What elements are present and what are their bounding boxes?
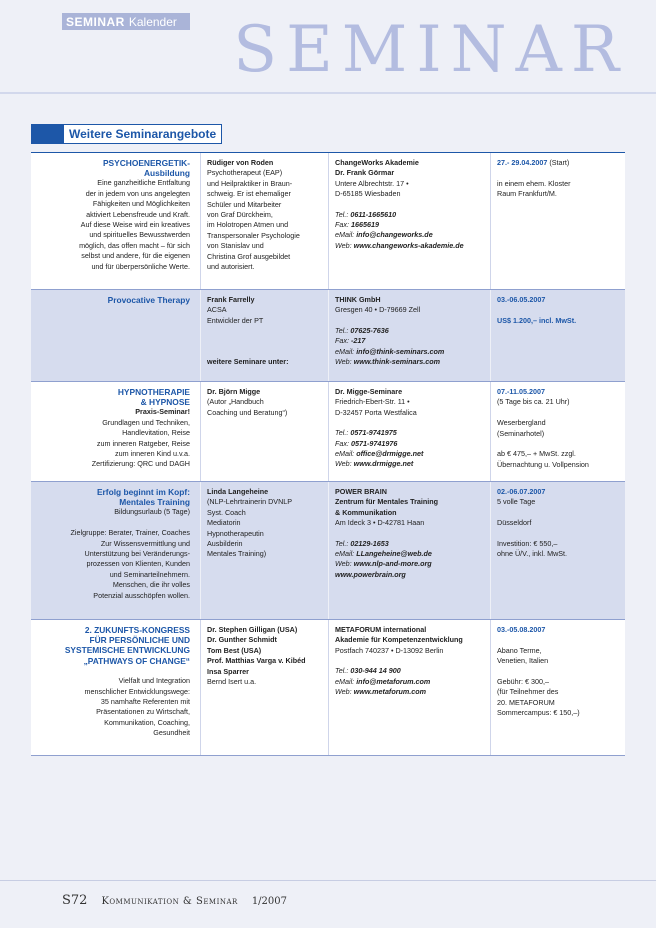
- organizer-address: D-65185 Wiesbaden: [335, 189, 401, 199]
- seminar-description-line: Gesundheit: [153, 728, 190, 738]
- seminar-info-line: US$ 1.200,– incl. MwSt.: [497, 315, 577, 325]
- section-heading: [31, 124, 222, 144]
- organizer-name: Akademie für Kompetenzentwicklung: [335, 635, 463, 645]
- trainer-line: Entwickler der PT: [207, 315, 264, 325]
- contact-line: [335, 220, 484, 230]
- contact-value: 0571-9741975: [350, 428, 397, 438]
- page-number: S72: [62, 893, 88, 908]
- contact-value: 030-944 14 900: [350, 666, 401, 676]
- seminar-info-line: [497, 529, 619, 539]
- contact-value: info@think-seminars.com: [356, 346, 445, 356]
- contact-value: office@drmigge.net: [356, 449, 424, 459]
- trainer-line: weitere Seminare unter:: [207, 357, 289, 367]
- organizer-name: & Kommunikation: [335, 507, 397, 517]
- organizer-address: Gresgen 40 • D-79669 Zell: [335, 305, 421, 315]
- seminar-description-line: aktiviert Lebensfreude und Kraft.: [86, 209, 190, 219]
- contact-line: [335, 549, 484, 559]
- seminar-info-line: (Seminarhotel): [497, 428, 545, 438]
- trainer-line: [207, 347, 322, 357]
- seminar-date: 07.-11.05.2007: [497, 387, 545, 396]
- trainer-line: Schüler und Mitarbeiter: [207, 199, 282, 209]
- date-cell: [490, 620, 625, 755]
- contact-line: [335, 570, 484, 580]
- contact-value: 07625-7636: [350, 325, 389, 335]
- contact-line: [335, 326, 484, 336]
- trainer-line: Linda Langeheine: [207, 487, 269, 496]
- seminar-info-line: Düsseldorf: [497, 518, 532, 528]
- contact-value: info@changeworks.de: [356, 230, 433, 240]
- seminar-description-line: Handlevitation, Reise: [122, 428, 190, 438]
- contact-label: Web:: [335, 240, 352, 250]
- trainer-line: im Holotropen Atmen und: [207, 220, 289, 230]
- seminar-description-line: zum inneren Ratgeber, Reise: [96, 438, 190, 448]
- contact-value: www.powerbrain.org: [335, 569, 406, 579]
- contact-label: Fax:: [335, 220, 349, 230]
- seminar-topic-cell: [31, 290, 200, 381]
- trainer-line: Prof. Matthias Varga v. Kibéd: [207, 656, 306, 666]
- contact-label: eMail:: [335, 346, 355, 356]
- seminar-info-line: Übernachtung u. Vollpension: [497, 459, 589, 469]
- spacer: [335, 656, 484, 666]
- organizer-address: Postfach 740237 • D-13092 Berlin: [335, 645, 444, 655]
- date-note: (Start): [547, 158, 570, 167]
- seminar-description-line: prozessen von Klienten, Kunden: [86, 559, 190, 569]
- trainer-cell: [200, 382, 328, 481]
- trainer-line: [207, 337, 322, 347]
- seminar-topic-cell: [31, 482, 200, 619]
- contact-label: Tel.:: [335, 209, 349, 219]
- trainer-line: Frank Farrelly: [207, 295, 255, 304]
- contact-line: [335, 347, 484, 357]
- seminar-info-line: Investition: € 550,–: [497, 539, 558, 548]
- trainer-line: Syst. Coach: [207, 507, 246, 517]
- contact-line: [335, 559, 484, 569]
- contact-line: [335, 687, 484, 697]
- contact-label: Fax:: [335, 438, 349, 448]
- date-line: [497, 295, 619, 305]
- trainer-line: Bernd Isert u.a.: [207, 677, 257, 687]
- organizer-address: D-32457 Porta Westfalica: [335, 407, 417, 417]
- contact-label: Web:: [335, 559, 352, 569]
- trainer-line: Psychotherapeut (EAP): [207, 168, 283, 178]
- contact-label: Tel.:: [335, 538, 349, 548]
- page-footer: [62, 893, 287, 908]
- contact-label: eMail:: [335, 230, 355, 240]
- trainer-line: schweig. Er ist ehemaliger: [207, 189, 291, 199]
- seminar-info-line: ab € 475,– + MwSt. zzgl.: [497, 449, 576, 459]
- trainer-line: Ausbilderin: [207, 539, 243, 549]
- footer-divider: [0, 880, 656, 881]
- contact-value: LLangeheine@web.de: [356, 549, 432, 559]
- seminar-description-line: [37, 518, 190, 528]
- badge-bold-text: SEMINAR: [66, 14, 125, 29]
- page-big-title: SEMINAR: [233, 13, 628, 87]
- seminar-description-line: Unterstützung bei Veränderungs-: [84, 549, 190, 559]
- seminar-description-line: der in jedem von uns angelegten: [85, 188, 190, 198]
- issue-number: 1/2007: [251, 896, 287, 907]
- contact-label: Tel.:: [335, 325, 349, 335]
- spacer: [335, 316, 484, 326]
- trainer-line: Dr. Gunther Schmidt: [207, 635, 277, 645]
- contact-value: www.think-seminars.com: [353, 357, 441, 367]
- seminar-info-line: ohne Ü/V., inkl. MwSt.: [497, 549, 568, 559]
- date-cell: [490, 482, 625, 619]
- spacer: [335, 529, 484, 539]
- contact-value: 0571-9741976: [350, 438, 398, 448]
- contact-value: www.metaforum.com: [353, 687, 427, 697]
- seminar-info-line: Venetien, Italien: [497, 656, 549, 666]
- seminar-description-line: Potenzial ausschöpfen wollen.: [93, 590, 190, 600]
- seminar-description-line: 35 namhafte Referenten mit: [100, 697, 190, 707]
- spacer: [335, 200, 484, 210]
- seminar-row: [31, 382, 625, 482]
- seminar-info-line: [497, 168, 619, 178]
- seminar-description-line: möglich, das offen macht – für sich: [79, 240, 190, 250]
- date-cell: [490, 290, 625, 381]
- date-line: [497, 158, 619, 168]
- contact-line: [335, 666, 484, 676]
- contact-value: 02129-1653: [350, 538, 389, 548]
- contact-label: Web:: [335, 687, 352, 697]
- contact-label: eMail:: [335, 676, 355, 686]
- organizer-name: Dr. Migge-Seminare: [335, 387, 403, 396]
- trainer-line: Insa Sparrer: [207, 666, 249, 676]
- organizer-cell: [328, 620, 490, 755]
- seminar-title: Mentales Training: [119, 497, 190, 508]
- contact-value: info@metaforum.com: [356, 676, 431, 686]
- contact-line: [335, 539, 484, 549]
- seminar-title: SYSTEMISCHE ENTWICKLUNG: [64, 645, 190, 656]
- contact-line: [335, 439, 484, 449]
- organizer-cell: [328, 153, 490, 289]
- seminar-row: [31, 482, 625, 620]
- trainer-line: Mentales Training): [207, 549, 267, 559]
- trainer-line: von Graf Dürckheim,: [207, 210, 273, 220]
- contact-label: Tel.:: [335, 666, 349, 676]
- organizer-name: THINK GmbH: [335, 295, 381, 304]
- seminar-description-line: Auf diese Weise wird ein kreatives: [80, 220, 190, 230]
- trainer-line: von Stanislav und: [207, 241, 264, 251]
- seminar-info-line: (für Teilnehmer des: [497, 687, 559, 697]
- organizer-cell: [328, 482, 490, 619]
- seminar-description-line: Zur Wissensvermittlung und: [100, 538, 190, 548]
- trainer-line: Hypnotherapeutin: [207, 528, 264, 538]
- date-line: [497, 625, 619, 635]
- seminar-title: Provocative Therapy: [107, 295, 190, 305]
- badge-light-text: Kalender: [128, 14, 177, 29]
- magazine-name: Kommunikation & Seminar: [101, 896, 238, 907]
- organizer-name: POWER BRAIN: [335, 487, 387, 496]
- seminar-description-line: Menschen, die ihr volles: [112, 580, 190, 590]
- contact-value: 1665619: [350, 220, 379, 230]
- seminar-description-line: Bildungsurlaub (5 Tage): [114, 507, 190, 517]
- contact-value: www.drmigge.net: [353, 459, 414, 469]
- date-cell: [490, 382, 625, 481]
- date-line: [497, 487, 619, 497]
- trainer-line: Dr. Björn Migge: [207, 387, 261, 396]
- contact-line: [335, 677, 484, 687]
- seminar-title: „PATHWAYS OF CHANGE“: [83, 655, 190, 666]
- seminar-title: 2. ZUKUNFTS-KONGRESS: [84, 625, 190, 635]
- seminar-info-line: [497, 439, 619, 449]
- seminar-description-line: und spirituelles Bewusstwerden: [89, 230, 190, 240]
- seminar-info-line: Abano Terme,: [497, 645, 542, 655]
- seminar-title: Ausbildung: [143, 168, 190, 179]
- seminar-description-line: selbst und andere, für die eigenen: [81, 251, 190, 261]
- organizer-name: Zentrum für Mentales Training: [335, 497, 439, 507]
- seminar-info-line: [497, 508, 619, 518]
- contact-label: eMail:: [335, 449, 355, 459]
- contact-line: [335, 357, 484, 367]
- seminar-row: [31, 290, 625, 382]
- trainer-line: [207, 326, 322, 336]
- contact-line: [335, 459, 484, 469]
- organizer-name: METAFORUM international: [335, 625, 427, 634]
- contact-value: 0611-1665610: [350, 209, 397, 219]
- seminar-description-line: und für überpersönliche Werte.: [91, 261, 190, 271]
- seminar-info-line: [497, 667, 619, 677]
- seminar-description-line: Kommunikation, Coaching,: [104, 717, 190, 727]
- seminar-topic-cell: [31, 620, 200, 755]
- seminar-info-line: (5 Tage bis ca. 21 Uhr): [497, 397, 570, 407]
- contact-value: www.nlp-and-more.org: [353, 559, 432, 569]
- trainer-line: und Heilpraktiker in Braun-: [207, 178, 293, 188]
- seminar-info-line: in einem ehem. Kloster: [497, 178, 571, 188]
- trainer-line: Mediatorin: [207, 518, 241, 528]
- seminar-info-line: [497, 408, 619, 418]
- organizer-name: ChangeWorks Akademie: [335, 158, 419, 167]
- seminar-table: [31, 152, 625, 756]
- contact-line: [335, 230, 484, 240]
- contact-line: [335, 449, 484, 459]
- trainer-line: Tom Best (USA): [207, 645, 262, 655]
- seminar-description-line: [37, 666, 190, 676]
- seminar-title: & HYPNOSE: [140, 397, 190, 408]
- organizer-address: Friedrich-Ebert-Str. 11 •: [335, 397, 410, 407]
- date-line: [497, 387, 619, 397]
- header-divider: [0, 92, 656, 94]
- contact-value: -217: [350, 336, 366, 346]
- contact-line: [335, 336, 484, 346]
- seminar-description-line: Eine ganzheitliche Entfaltung: [97, 178, 190, 188]
- trainer-line: Transpersonaler Psychologie: [207, 230, 300, 240]
- trainer-line: und autorisiert.: [207, 262, 255, 272]
- contact-label: Tel.:: [335, 428, 349, 438]
- trainer-line: Coaching und Beratung“): [207, 407, 288, 417]
- contact-value: www.changeworks-akademie.de: [353, 240, 464, 250]
- seminar-date: 03.-06.05.2007: [497, 295, 546, 304]
- trainer-line: ACSA: [207, 305, 227, 315]
- seminar-description-line: und Seminarteilnehmern.: [109, 569, 190, 579]
- seminar-info-line: [497, 635, 619, 645]
- seminar-description-line: Fähigkeiten und Möglichkeiten: [92, 199, 190, 209]
- seminar-title: HYPNOTHERAPIE: [117, 387, 190, 397]
- seminar-row: [31, 620, 625, 756]
- trainer-line: Dr. Stephen Gilligan (USA): [207, 625, 298, 634]
- seminar-description-line: Grundlagen und Techniken,: [102, 417, 190, 427]
- seminar-date: 03.-05.08.2007: [497, 625, 546, 634]
- seminar-description-line: menschlicher Entwicklungswege:: [84, 686, 190, 696]
- seminar-info-line: [497, 305, 619, 315]
- trainer-line: Christina Grof ausgebildet: [207, 251, 291, 261]
- seminar-description-line: Vielfalt und Integration: [118, 676, 190, 686]
- seminar-info-line: Raum Frankfurt/M.: [497, 189, 557, 199]
- seminar-title: PSYCHOENERGETIK-: [102, 158, 190, 168]
- contact-line: [335, 428, 484, 438]
- contact-label: Fax:: [335, 336, 349, 346]
- contact-label: Web:: [335, 459, 352, 469]
- spacer: [335, 418, 484, 428]
- contact-label: Web:: [335, 357, 352, 367]
- trainer-cell: [200, 290, 328, 381]
- seminar-date: 27.- 29.04.2007: [497, 158, 548, 167]
- contact-line: [335, 241, 484, 251]
- trainer-cell: [200, 153, 328, 289]
- trainer-line: (NLP-Lehrtrainerin DVNLP: [207, 497, 293, 507]
- organizer-cell: [328, 290, 490, 381]
- trainer-line: Rüdiger von Roden: [207, 158, 274, 167]
- organizer-name: Dr. Frank Görmar: [335, 168, 395, 178]
- contact-line: [335, 210, 484, 220]
- organizer-cell: [328, 382, 490, 481]
- seminar-topic-cell: [31, 382, 200, 481]
- date-cell: [490, 153, 625, 289]
- trainer-cell: [200, 620, 328, 755]
- seminar-info-line: Sommercampus: € 150,–): [497, 708, 580, 718]
- seminar-kalender-badge: [62, 13, 190, 30]
- seminar-subtitle: Praxis-Seminar!: [135, 407, 190, 417]
- organizer-address: Untere Albrechtstr. 17 •: [335, 178, 409, 188]
- section-title: Weitere Seminarangebote: [63, 124, 222, 144]
- seminar-description-line: Zielgruppe: Berater, Trainer, Coaches: [70, 528, 190, 538]
- trainer-line: (Autor „Handbuch: [207, 397, 264, 407]
- seminar-description-line: zum inneren Kind u.v.a.: [115, 449, 190, 459]
- seminar-description-line: Zertifizierung: QRC und DAGH: [91, 459, 190, 469]
- section-marker-square: [31, 124, 63, 144]
- seminar-row: [31, 153, 625, 290]
- seminar-info-line: Weserbergland: [497, 418, 546, 428]
- seminar-date: 02.-06.07.2007: [497, 487, 546, 496]
- seminar-topic-cell: [31, 153, 200, 289]
- seminar-title: Erfolg beginnt im Kopf:: [96, 487, 190, 497]
- seminar-info-line: 5 volle Tage: [497, 497, 536, 507]
- seminar-info-line: Gebühr: € 300,–: [497, 677, 549, 686]
- contact-label: eMail:: [335, 549, 355, 559]
- trainer-cell: [200, 482, 328, 619]
- seminar-description-line: Präsentationen zu Wirtschaft,: [96, 707, 190, 717]
- seminar-title: FÜR PERSÖNLICHE UND: [89, 635, 190, 646]
- organizer-address: Am Ideck 3 • D-42781 Haan: [335, 518, 425, 528]
- seminar-info-line: 20. METAFORUM: [497, 697, 555, 707]
